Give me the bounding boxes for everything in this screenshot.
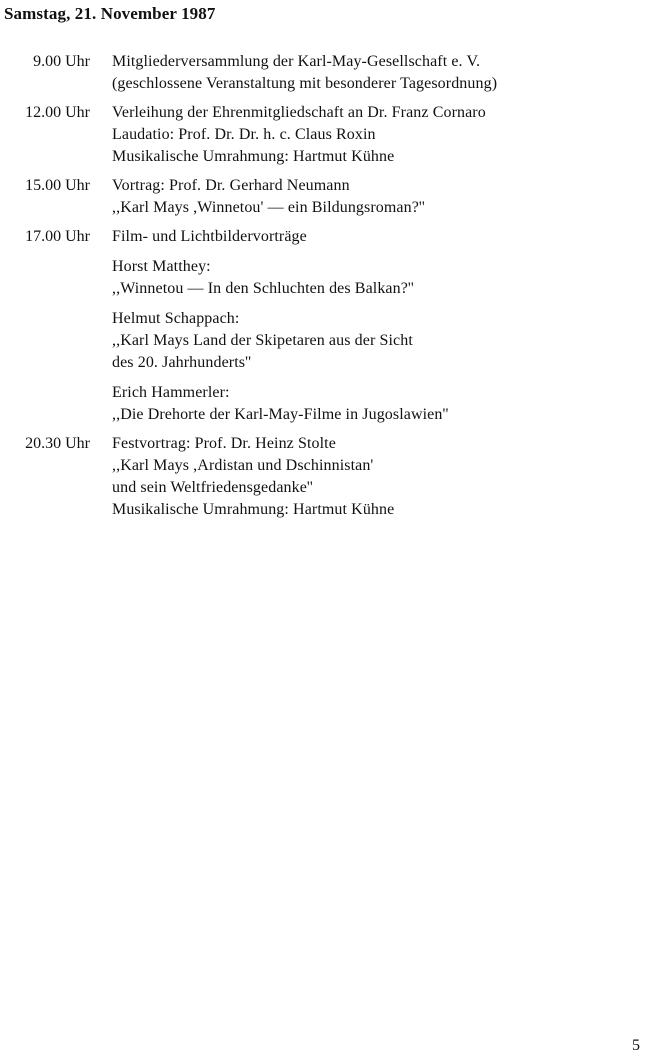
entry-body — [112, 51, 632, 95]
talk-title: ,,Karl Mays Land der Skipetaren aus der Sicht — [112, 332, 413, 349]
entry-body — [112, 102, 632, 168]
schedule-entry-1200 — [0, 102, 646, 168]
talk-item — [112, 256, 632, 300]
schedule-entry-1700 — [0, 226, 646, 426]
entry-time: 9.00 Uhr — [33, 53, 90, 70]
talk-speaker: Helmut Schappach: — [112, 310, 240, 327]
entry-line: Musikalische Umrahmung: Hartmut Kühne — [112, 501, 395, 518]
entry-line: Vortrag: Prof. Dr. Gerhard Neumann — [112, 177, 350, 194]
page-heading: Samstag, 21. November 1987 — [4, 4, 216, 23]
talk-title: ,,Winnetou — In den Schluchten des Balkan?'' — [112, 280, 414, 297]
schedule-entry-0900 — [0, 51, 646, 95]
entry-line: Laudatio: Prof. Dr. Dr. h. c. Claus Roxin — [112, 126, 376, 143]
talk-title: des 20. Jahrhunderts'' — [112, 354, 252, 371]
entry-line: (geschlossene Veranstaltung mit besonderer Tagesordnung) — [112, 75, 498, 92]
entry-body — [112, 175, 632, 219]
entry-line: Film- und Lichtbildervorträge — [112, 228, 307, 245]
schedule-entry-1500 — [0, 175, 646, 219]
talk-speaker: Horst Matthey: — [112, 258, 211, 275]
entry-time: 12.00 Uhr — [25, 104, 90, 121]
entry-line: Musikalische Umrahmung: Hartmut Kühne — [112, 148, 395, 165]
entry-time: 15.00 Uhr — [25, 177, 90, 194]
entry-line: ,,Karl Mays ,Winnetou' — ein Bildungsroman?'' — [112, 199, 425, 216]
entry-time: 17.00 Uhr — [25, 228, 90, 245]
talk-item — [112, 382, 632, 426]
schedule-entry-2030 — [0, 433, 646, 521]
entry-line: ,,Karl Mays ,Ardistan und Dschinnistan' — [112, 457, 374, 474]
entry-time: 20.30 Uhr — [25, 435, 90, 452]
talk-title: ,,Die Drehorte der Karl-May-Filme in Jugoslawien'' — [112, 406, 449, 423]
page-number: 5 — [632, 1037, 640, 1054]
talk-speaker: Erich Hammerler: — [112, 384, 230, 401]
schedule — [0, 51, 646, 528]
entry-line: Verleihung der Ehrenmitgliedschaft an Dr. Franz Cornaro — [112, 104, 486, 121]
entry-body — [112, 433, 632, 521]
entry-line: und sein Weltfriedensgedanke'' — [112, 479, 313, 496]
talk-item — [112, 308, 632, 374]
entry-line: Festvortrag: Prof. Dr. Heinz Stolte — [112, 435, 336, 452]
entry-body — [112, 226, 632, 426]
entry-line: Mitgliederversammlung der Karl-May-Gesellschaft e. V. — [112, 53, 481, 70]
